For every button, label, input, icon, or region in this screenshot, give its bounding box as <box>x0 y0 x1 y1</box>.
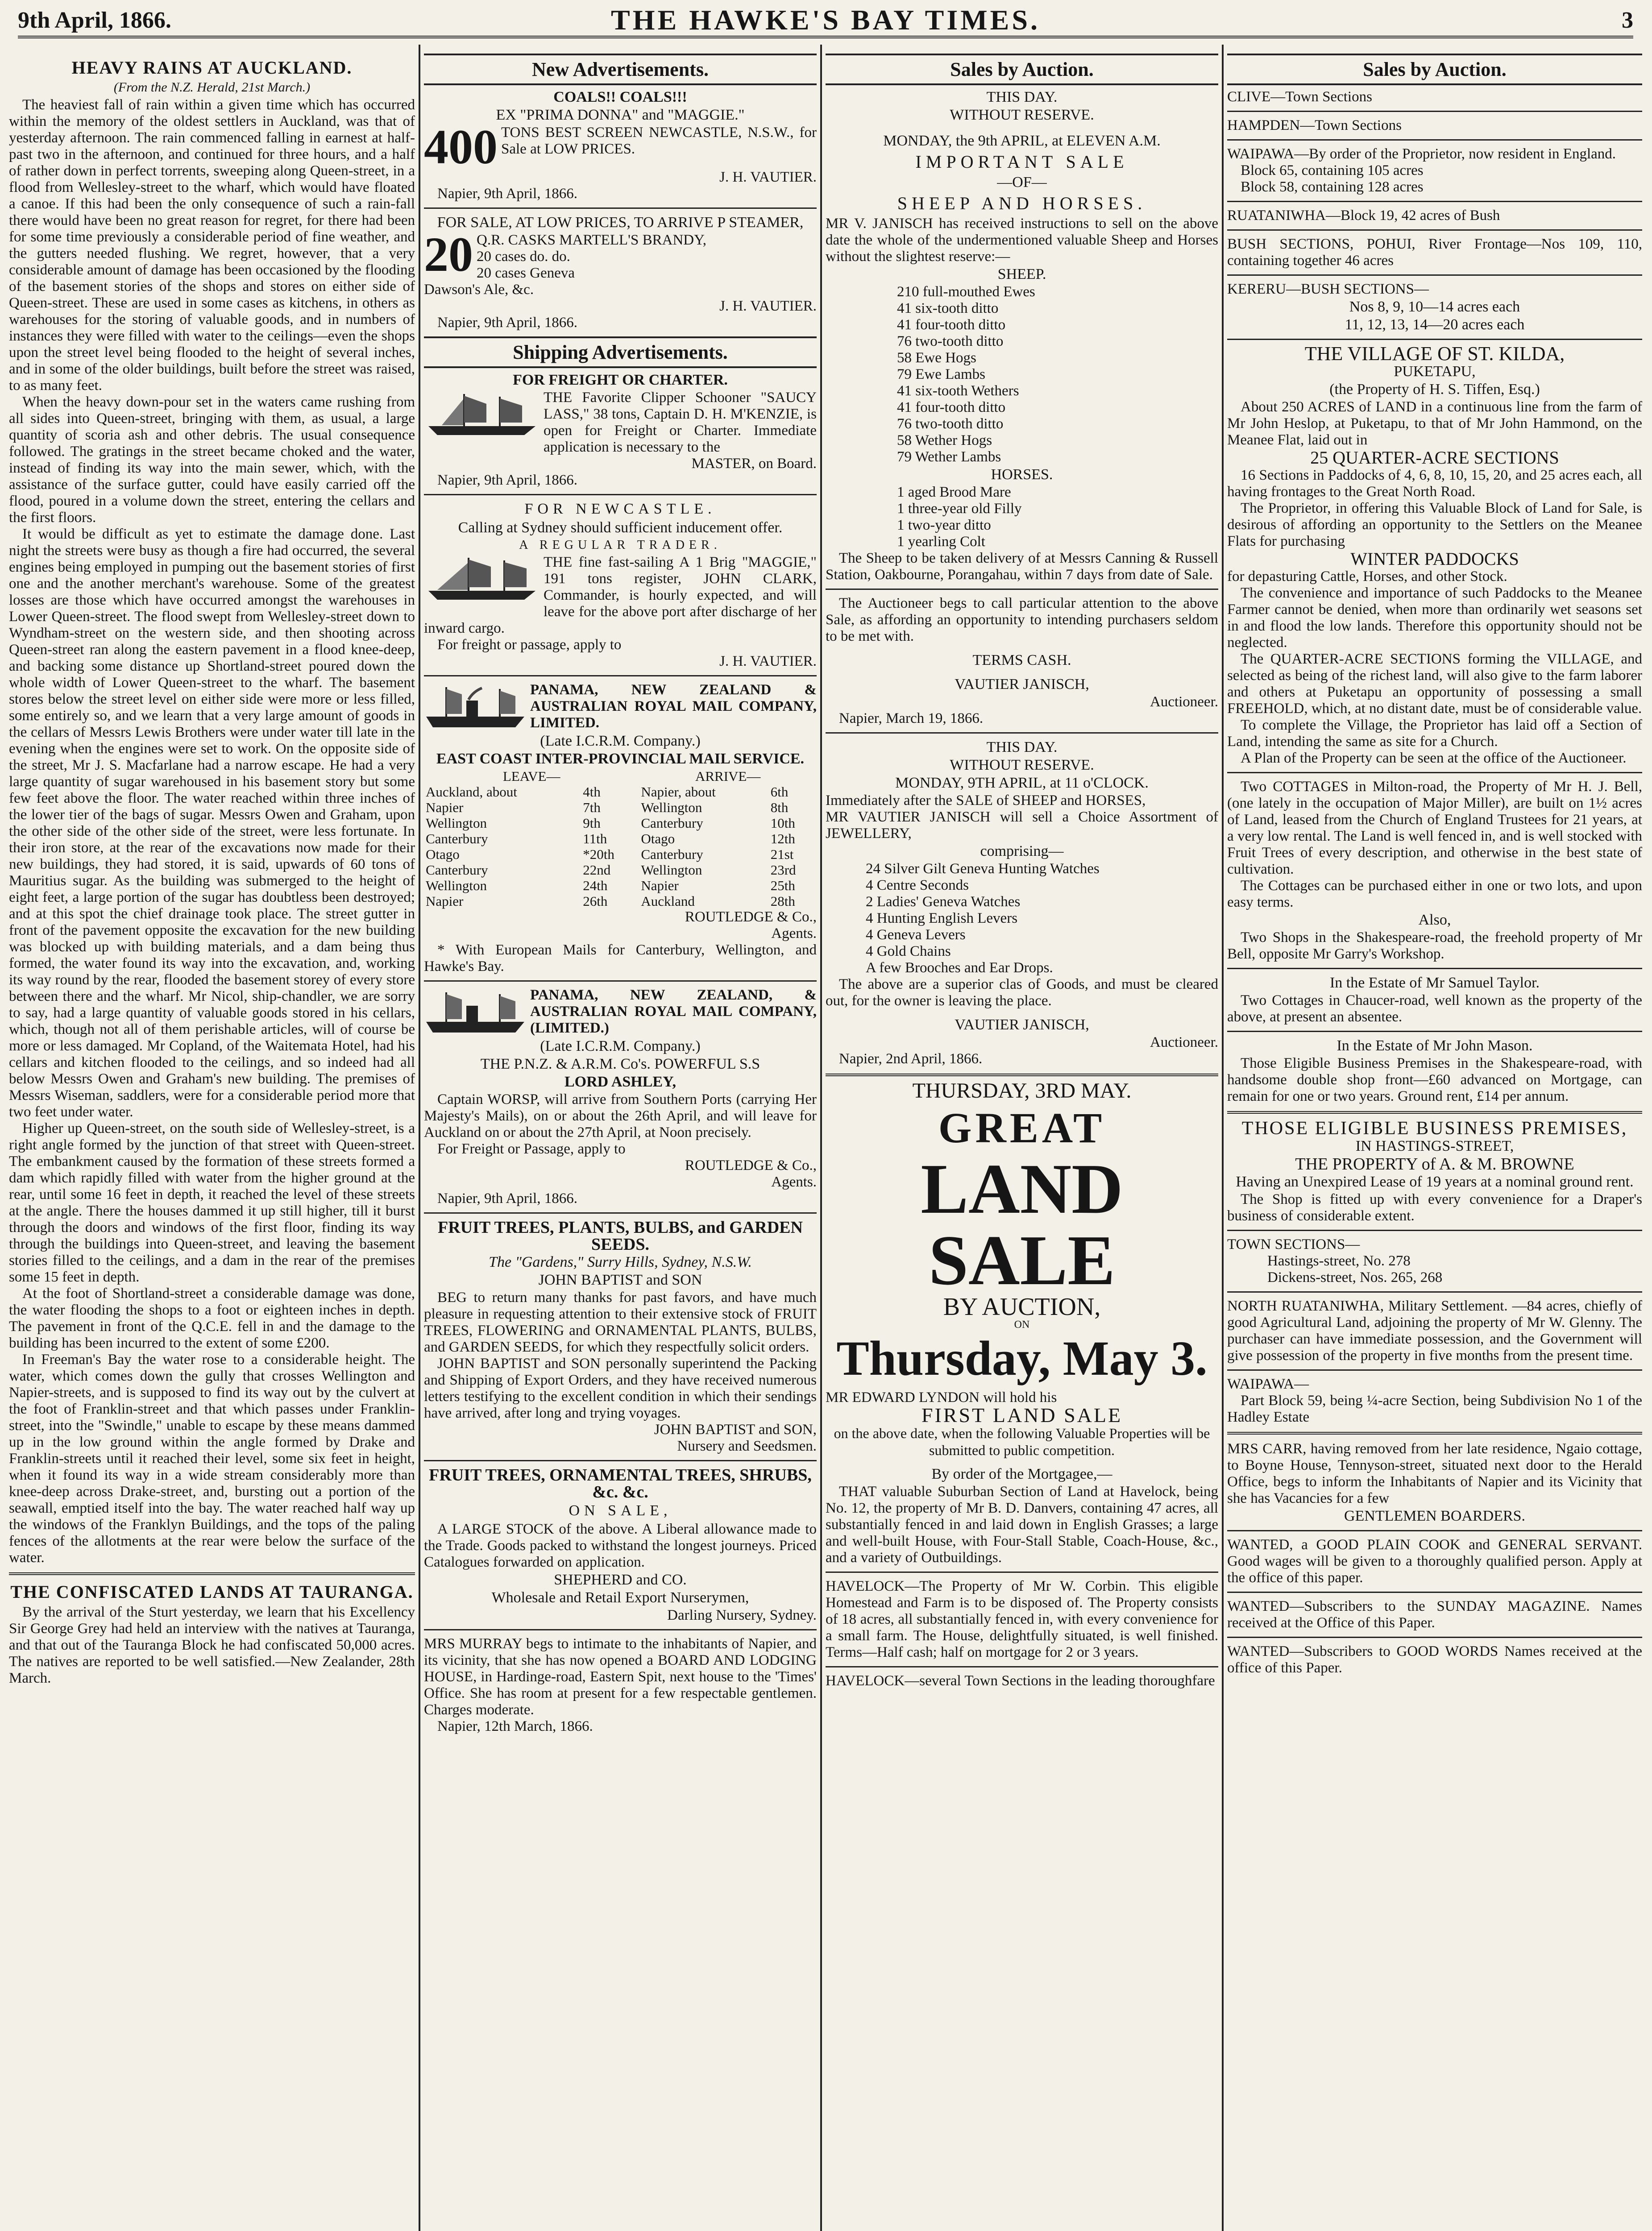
ad-date: Napier, 9th April, 1866. <box>437 472 577 488</box>
list-item: 79 Ewe Lambs <box>897 366 985 382</box>
divider <box>424 1212 817 1214</box>
divider <box>1227 229 1642 231</box>
divider <box>826 589 1218 590</box>
ad-subtitle: SHEEP. <box>997 266 1046 282</box>
jewellery-list <box>826 861 1218 976</box>
ad-title: THURSDAY, 3RD MAY. <box>912 1079 1132 1103</box>
ad-line: (Late I.C.R.M. Company.) <box>540 1038 701 1054</box>
divider <box>1227 1291 1642 1293</box>
ad-text: To complete the Village, the Proprietor has laid off a Section of Land, intending the same as site for a Church. <box>1227 717 1642 750</box>
ad-title: FOR NEWCASTLE. <box>524 501 716 517</box>
ad-line: 20 cases do. do. <box>477 249 570 265</box>
ad-text: MR V. JANISCH has received instructions to sell on the above date the whole of the undermentioned valuable Sheep and Horses without the slightest reserve:— <box>826 216 1218 265</box>
column-sales-by-auction <box>826 54 1218 2231</box>
list-item: 41 six-tooth Wethers <box>897 383 1019 399</box>
ad-subtitle: LORD ASHLEY, <box>564 1074 677 1090</box>
column-news <box>9 54 415 2231</box>
cell: 28th <box>770 893 795 909</box>
cell: 10th <box>770 815 795 831</box>
cell: 12th <box>770 831 795 846</box>
cell: Canterbury <box>426 862 488 878</box>
ad-text: Two Shops in the Shakespeare-road, the freehold property of Mr Bell, opposite Mr Garry's Workshop. <box>1227 929 1642 962</box>
divider <box>1227 968 1642 969</box>
ad-signer: Darling Nursery, Sydney. <box>667 1607 817 1623</box>
column-rule <box>419 45 420 2231</box>
ad-text: Two Cottages in Chaucer-road, well known as the property of the above, at present an absentee. <box>1227 992 1642 1025</box>
list-item: 1 two-year ditto <box>897 517 991 533</box>
article-heading: HEAVY RAINS AT AUCKLAND. <box>71 58 353 78</box>
listing: 11, 12, 13, 14—20 acres each <box>1345 316 1525 333</box>
timetable-row <box>424 815 817 831</box>
ad-subtitle: EAST COAST INTER-PROVINCIAL MAIL SERVICE. <box>436 751 805 767</box>
ad-date: Napier, March 19, 1866. <box>839 710 984 726</box>
timetable-row <box>424 893 817 909</box>
divider <box>424 1629 817 1630</box>
cell: 7th <box>583 800 601 815</box>
ad-text: BEG to return many thanks for past favors, and have much pleasure in requesting attention to their extensive stock of FRUIT TREES, FLOWERING and ORNAMENTAL PLANTS, BULBS, and GARDEN SEEDS, for which they respectfully solicit orders. <box>424 1290 817 1355</box>
listing: RUATANIWHA—Block 19, 42 acres of Bush <box>1227 207 1500 224</box>
ad-text: WANTED, a GOOD PLAIN COOK and GENERAL SERVANT. Good wages will be given to a thoroughly qualified person. Apply at the office of this paper. <box>1227 1537 1642 1586</box>
cell: 23rd <box>770 862 796 878</box>
cell: Wellington <box>426 815 487 831</box>
ad-text: Captain WORSP, will arrive from Southern Ports (carrying Her Majesty's Mails), on or about the 26th April, and will leave for Auckland on or about the 27th April, at Noon precisely. <box>424 1091 817 1140</box>
ad-text: TONS BEST SCREEN NEWCASTLE, N.S.W., for Sale at LOW PRICES. <box>501 124 817 157</box>
divider <box>424 675 817 676</box>
divider <box>1227 772 1642 773</box>
sheep-list <box>826 284 1218 465</box>
ad-line: MONDAY, 9TH APRIL, at 11 o'CLOCK. <box>895 775 1149 791</box>
article-paragraph: Higher up Queen-street, on the south side of Wellesley-street, is a right angle formed by the junction of that street with Queen-street. The embankment caused by the formation of these streets formed a dam which rapidly filled with water from the higher ground at the rear, until some 16 feet in depth, it reached the level of these streets at the angle. There the houses dammed it up still higher, till it burst through the doors and windows of the first floor, finding its way through the buildings into Queen-street, and leaving the basement stories filled to the ceilings, and a dam in the rear of the premises some 15 feet in depth. <box>9 1120 415 1285</box>
ad-line: THIS DAY. <box>986 739 1058 755</box>
divider <box>1227 111 1642 112</box>
article-paragraph: In Freeman's Bay the water rose to a considerable height. The water, which comes down the gully that crosses Wellington and Napier-streets, and is supposed to find its way out by the culvert at the foot of Franklin-street and that which passes under Franklin-street, into the "Swindle," unable to escape by these means dammed up in the low ground within the angle formed by Drake and Franklin-streets until it reached their level, some six feet in height, when it found its way in a wide stream considerably more than knee-deep across Drake-street, and, bursting out a portion of the seawall, emptied itself into the bay. The water reached half way up the windows of the Franklyn Buildings, and the tops of the paling fences of the allotments at the rear were below the surface of the water. <box>9 1352 415 1566</box>
ad-line: Also, <box>1418 912 1451 928</box>
arrive-label: ARRIVE— <box>695 768 761 784</box>
section-title: Sales by Auction. <box>826 54 1218 85</box>
list-item: 4 Hunting English Levers <box>866 910 1018 926</box>
ad-line: Wholesale and Retail Export Nurserymen, <box>491 1589 749 1606</box>
ad-subtitle: In the Estate of Mr Samuel Taylor. <box>1329 975 1540 991</box>
list-item: 4 Geneva Levers <box>866 927 966 943</box>
ad-title: Thursday, May 3. <box>836 1331 1208 1385</box>
list-item: 41 four-tooth ditto <box>897 399 1006 415</box>
ad-text: JOHN BAPTIST and SON personally superintend the Packing and Shipping of Export Orders, and they have received numerous letters testifying to the excellent condition in which their sendings have arrived, after long and trying voyages. <box>424 1356 817 1421</box>
ad-date: Napier, 9th April, 1866. <box>437 1190 577 1207</box>
ad-signer: Auctioneer. <box>1150 694 1218 710</box>
ad-signer: Agents. <box>771 925 817 941</box>
divider <box>1227 339 1642 340</box>
ad-line: The "Gardens," Surry Hills, Sydney, N.S.W. <box>489 1254 752 1270</box>
ad-subtitle: HORSES. <box>991 466 1053 483</box>
ad-text: Those Eligible Business Premises in the Shakespeare-road, with handsome double shop front—£60 advanced on Mortgage, can remain for one or two years. Ground rent, £14 per annum. <box>1227 1055 1642 1104</box>
cell: 11th <box>583 831 607 846</box>
column-rule <box>1222 45 1224 2231</box>
divider <box>826 1572 1218 1573</box>
ad-date: Napier, 2nd April, 1866. <box>839 1051 983 1067</box>
article-paragraph: It would be difficult as yet to estimate the damage done. Last night the streets were busy as though a fire had occurred, the several engines being employed in pumping out the basement stories of first one and the another merchant's warehouse. Some of the greatest losses are those which have occurred amongst the warehouses in Lower Queen-street. The flood swept from Wellesley-street down to Wyndham-street on the western side, and then shooting across Queen-street ran along the eastern pavement in a flood knee-deep, and backing some distance up Shortland-street poured down the whole width of Lower Queen-street to the wharf. The basement stores below the street level on either side were more or less filled, some entirely so, and we learn that a very large amount of goods in the cellars of Messrs Lewis Brothers were under water till late in the evening when the engines were set to work. On the opposite side of the street, Mr J. S. Macfarlane had a narrow escape. He had a very large quantity of sugar warehoused in his basement story but some few feet above the floor. The water reached within three inches of the lower tier of the bags of sugar. Messrs Owen and Graham, upon the other side of the other side of the street, were less fortunate. In their iron store, at the rear of the excavations now made for their new buildings, they had stored, it is said, upwards of 60 tons of Mauritius sugar. As the building was submerged to the height of eight feet, a large portion of the sugar has doubtless been destroyed; and at this spot the chief drainage took place. The street gutter in front of the pavement opposite the excavation for the new building was blocked up with building materials, and a dam being thus formed, the water found its way into the excavation, and, working its way round by the rear, flooded the basement storey of every store between there and the wharf. Mr Nicol, ship-chandler, we are sorry to say, had a large quantity of valuable goods stored in his cellars, which, though not all of them perishable articles, will of course be more or less damaged. Mr Copland, of the Waitemata Hotel, had his cellars and kitchen flooded to the ceilings, and so indeed had all below Messrs Owen and Graham's new building. The premises of Messrs Wiseman, saddlers, were for a considerable period more that two feet under water. <box>9 526 415 1120</box>
ad-line: WITHOUT RESERVE. <box>950 107 1094 123</box>
ad-title: THOSE ELIGIBLE BUSINESS PREMISES, <box>1241 1118 1628 1139</box>
listing: Nos 8, 9, 10—14 acres each <box>1349 299 1520 315</box>
ad-text: Two COTTAGES in Milton-road, the Property of Mr H. J. Bell, (one lately in the occupation of Major Miller), are built on 1½ acres of Land, leased from the Church of England Trustees for 21 years, at a very low rental. The Land is well fenced in, and is well stocked with Fruit Trees of every description, and otherwise in the best state of cultivation. <box>1227 779 1642 877</box>
ad-signer: JOHN BAPTIST and SON, <box>654 1422 817 1438</box>
list-item: 79 Wether Lambs <box>897 449 1001 465</box>
cell: 22nd <box>583 862 611 878</box>
listing: HAMPDEN—Town Sections <box>1227 117 1402 133</box>
ad-line: (the Property of H. S. Tiffen, Esq.) <box>1329 381 1540 398</box>
ad-signer: VAUTIER JANISCH, <box>955 676 1089 693</box>
ad-line: Calling at Sydney should sufficient inducement offer. <box>458 519 783 536</box>
sailing-ship-icon <box>424 390 540 440</box>
cell: 21st <box>770 846 794 862</box>
divider <box>1227 201 1642 202</box>
ad-line: WITHOUT RESERVE. <box>950 757 1094 773</box>
cell: Otago <box>641 831 675 846</box>
cell: 9th <box>583 815 601 831</box>
list-item: 58 Ewe Hogs <box>897 350 976 366</box>
horses-list <box>826 484 1218 550</box>
list-item: 4 Gold Chains <box>866 943 951 959</box>
article-paragraph: When the heavy down-pour set in the waters came rushing from all sides into Queen-street, bringing with them, as usual, a large quantity of scoria ash and other debris. The usual consequence followed. The gratings in the street became choked and the water, instead of finding its way into the main sewer, which, with the assistance of the surface gutter, could have easily carried off the flood, poured in a volume down the street, entering the cellars and the first floors. <box>9 394 415 526</box>
ad-text: The QUARTER-ACRE SECTIONS forming the VILLAGE, and selected as being of the richest land, will also give to the farm laborer and others at Puketapu an opportunity of possessing a small FREEHOLD, which, at no distant date, must be of considerable value. <box>1227 651 1642 717</box>
timetable-row <box>424 784 817 800</box>
ad-subtitle: BY AUCTION, <box>943 1293 1101 1321</box>
list-item: 76 two-tooth ditto <box>897 333 1004 349</box>
ad-line: Q.R. CASKS MARTELL'S BRANDY, <box>477 232 706 248</box>
timetable-header <box>424 768 817 784</box>
ad-text: Immediately after the SALE of SHEEP and HORSES, <box>826 792 1146 809</box>
cell: Canterbury <box>641 815 703 831</box>
list-item: 76 two-tooth ditto <box>897 416 1004 432</box>
list-item: 58 Wether Hogs <box>897 432 992 448</box>
divider <box>424 494 817 495</box>
divider <box>1227 1111 1642 1114</box>
ad-text: A Plan of the Property can be seen at the office of the Auctioneer. <box>1241 750 1627 766</box>
column-new-advertisements <box>424 54 817 2231</box>
ad-signer: J. H. VAUTIER. <box>719 653 817 669</box>
list-item: A few Brooches and Ear Drops. <box>866 960 1053 976</box>
divider <box>1227 1369 1642 1371</box>
ad-text: THE fine fast-sailing A 1 Brig "MAGGIE," 191 tons register, JOHN CLARK, Commander, is hourly expected, and will leave for the above port after discharge of her inward cargo. <box>424 554 817 636</box>
ad-line: ON <box>1014 1319 1030 1331</box>
ad-title: FOR FREIGHT OR CHARTER. <box>513 372 728 388</box>
listing: Block 65, containing 105 acres <box>1241 162 1424 178</box>
page-number: 3 <box>1622 7 1633 33</box>
listing: BUSH SECTIONS, POHUI, River Frontage—Nos 109, 110, containing together 46 acres <box>1227 236 1642 269</box>
list-item: 1 yearling Colt <box>897 534 985 550</box>
ad-note: * With European Mails for Canterbury, Wellington, and Hawke's Bay. <box>424 942 817 975</box>
article-paragraph: By the arrival of the Sturt yesterday, we learn that his Excellency Sir George Grey had held an interview with the natives at Tauranga, and that out of the Tauranga Block he had confiscated 50,000 acres. The natives are reported to be well satisfied.—New Zealander, 28th March. <box>9 1604 415 1686</box>
ad-text: 16 Sections in Paddocks of 4, 6, 8, 10, 15, 20, and 25 acres each, all having frontages to the Great North Road. <box>1227 467 1642 500</box>
ad-text: A LARGE STOCK of the above. A Liberal allowance made to the Trade. Goods packed to withstand the longest journeys. Priced Catalogues forwarded on application. <box>424 1521 817 1570</box>
divider <box>826 1074 1218 1076</box>
divider <box>1227 1637 1642 1638</box>
ad-subtitle: FIRST LAND SALE <box>921 1404 1123 1427</box>
timetable-row <box>424 800 817 815</box>
timetable <box>424 768 817 909</box>
ad-line: By order of the Mortgagee,— <box>931 1466 1112 1482</box>
divider <box>424 1460 817 1461</box>
ad-title: FRUIT TREES, PLANTS, BULBS, and GARDEN SEEDS. <box>438 1218 803 1254</box>
ad-number: 20 <box>424 232 473 282</box>
cell: Wellington <box>426 878 487 893</box>
ad-line: —OF— <box>997 174 1047 191</box>
cell: Auckland, about <box>426 784 517 800</box>
ad-text: Having an Unexpired Lease of 19 years at a nominal ground rent. <box>1236 1174 1634 1190</box>
ad-signer: MASTER, on Board. <box>691 456 817 472</box>
column-rule <box>820 45 822 2231</box>
ad-subtitle: GENTLEMEN BOARDERS. <box>1344 1508 1526 1524</box>
cell: Canterbury <box>641 846 703 862</box>
ad-text: for depasturing Cattle, Horses, and other Stock. <box>1227 568 1507 585</box>
newspaper-title: THE HAWKE'S BAY TIMES. <box>611 4 1040 36</box>
ad-title: IMPORTANT SALE <box>915 152 1129 172</box>
listing: CLIVE—Town Sections <box>1227 89 1372 105</box>
ad-date: Napier, 9th April, 1866. <box>437 315 577 331</box>
issue-date: 9th April, 1866. <box>18 7 171 33</box>
list-item: 24 Silver Gilt Geneva Hunting Watches <box>866 861 1100 877</box>
ad-title: PANAMA, NEW ZEALAND & AUSTRALIAN ROYAL MAIL COMPANY, LIMITED. <box>530 682 817 731</box>
divider <box>9 1572 415 1575</box>
ad-title: FRUIT TREES, ORNAMENTAL TREES, SHRUBS, &c. &c. <box>429 1466 812 1501</box>
column-sales-by-auction-2 <box>1227 54 1642 2231</box>
listing: Hastings-street, No. 278 <box>1267 1253 1411 1269</box>
section-title: Shipping Advertisements. <box>424 336 817 368</box>
ad-text: The Proprietor, in offering this Valuable Block of Land for Sale, is desirous of affording an opportunity to the Settlers on the Meanee Flats for purchasing <box>1227 500 1642 549</box>
ad-text: Part Block 59, being ¼-acre Section, being Subdivision No 1 of the Hadley Estate <box>1227 1393 1642 1425</box>
ad-line: comprising— <box>980 843 1064 859</box>
ad-signer: Auctioneer. <box>1150 1034 1218 1050</box>
cell: Napier <box>426 893 464 909</box>
ad-signer: ROUTLEDGE & Co., <box>685 909 817 925</box>
cell: Napier <box>641 878 679 893</box>
ad-line: 20 cases Geneva <box>477 265 575 281</box>
ad-title: PANAMA, NEW ZEALAND, & AUSTRALIAN ROYAL MAIL COMPANY, (LIMITED.) <box>530 987 817 1036</box>
ad-title: LAND SALE <box>921 1149 1123 1300</box>
list-item: 41 four-tooth ditto <box>897 317 1006 333</box>
ad-text: MR EDWARD LYNDON will hold his <box>826 1389 1057 1406</box>
ad-subtitle: WINTER PADDOCKS <box>1350 549 1519 569</box>
divider <box>1227 139 1642 141</box>
ad-line: For freight or passage, apply to <box>437 637 622 653</box>
ad-title: FOR SALE, AT LOW PRICES, TO ARRIVE P STEAMER, <box>437 214 804 231</box>
list-item: 210 full-mouthed Ewes <box>897 284 1035 300</box>
steamship-icon <box>424 988 527 1037</box>
ad-text: HAVELOCK—several Town Sections in the leading thoroughfare <box>826 1673 1215 1689</box>
cell: Canterbury <box>426 831 488 846</box>
ad-subtitle: THE PROPERTY of A. & M. BROWNE <box>1295 1155 1574 1174</box>
ad-text: on the above date, when the following Valuable Properties will be submitted to public competition. <box>834 1425 1210 1458</box>
listing: Dickens-street, Nos. 265, 268 <box>1267 1269 1443 1286</box>
ad-text: The above are a superior clas of Goods, and must be cleared out, for the owner is leaving the place. <box>826 976 1218 1009</box>
ad-number: 400 <box>424 124 498 169</box>
list-item: 4 Centre Seconds <box>866 877 969 893</box>
ad-text: MRS MURRAY begs to intimate to the inhabitants of Napier, and its vicinity, that she has now opened a BOARD AND LODGING HOUSE, in Hardinge-road, Eastern Spit, next house to the 'Times' Office. She has room at present for a few respectable gentlemen. Charges moderate. <box>424 1636 817 1718</box>
ad-signer: J. H. VAUTIER. <box>719 298 817 314</box>
ad-line: THIS DAY. <box>986 89 1058 105</box>
article-heading: THE CONFISCATED LANDS AT TAURANGA. <box>10 1582 414 1602</box>
ad-line: MONDAY, the 9th APRIL, at ELEVEN A.M. <box>883 133 1161 149</box>
list-item: 1 aged Brood Mare <box>897 484 1011 500</box>
ad-title: GREAT <box>938 1104 1106 1152</box>
cell: 6th <box>770 784 789 800</box>
timetable-row <box>424 831 817 846</box>
timetable-row <box>424 862 817 878</box>
ad-text: The Sheep to be taken delivery of at Messrs Canning & Russell Station, Oakbourne, Porangahau, within 7 days from date of Sale. <box>826 550 1218 583</box>
ad-text: THE Favorite Clipper Schooner "SAUCY LASS," 38 tons, Captain D. H. M'KENZIE, is open for Freight or Charter. Immediate application is necessary to the <box>544 390 817 455</box>
divider <box>1227 1530 1642 1531</box>
listing: Block 58, containing 128 acres <box>1241 179 1424 195</box>
ad-signer: Nursery and Seedsmen. <box>677 1438 817 1454</box>
ad-subtitle: 25 QUARTER-ACRE SECTIONS <box>1310 448 1559 468</box>
cell: 26th <box>583 893 608 909</box>
ad-line: EX "PRIMA DONNA" and "MAGGIE." <box>496 107 745 123</box>
section-title: New Advertisements. <box>424 54 817 85</box>
ad-subtitle: A REGULAR TRADER. <box>519 538 722 552</box>
list-item: 41 six-tooth ditto <box>897 300 999 316</box>
ad-text: The Shop is fitted up with every convenience for a Draper's business of considerable extent. <box>1227 1191 1642 1224</box>
cell: *20th <box>583 846 614 862</box>
divider <box>1227 1432 1642 1435</box>
divider <box>1227 274 1642 276</box>
sailing-ship-icon <box>424 555 540 604</box>
ad-title: COALS!! COALS!!! <box>553 89 687 105</box>
ad-line: For Freight or Passage, apply to <box>437 1141 626 1157</box>
ad-subtitle: In the Estate of Mr John Mason. <box>1337 1037 1533 1054</box>
ad-signer: VAUTIER JANISCH, <box>955 1016 1089 1033</box>
cell: Auckland <box>641 893 695 909</box>
cell: 24th <box>583 878 608 893</box>
ad-signer: ROUTLEDGE & Co., <box>685 1157 817 1174</box>
ad-line: THE P.N.Z. & A.R.M. Co's. POWERFUL S.S <box>480 1056 760 1072</box>
cell: Wellington <box>641 800 702 815</box>
ad-text: The Auctioneer begs to call particular attention to the above Sale, as affording an opportunity to intending purchasers seldom to be met with. <box>826 595 1218 644</box>
ad-date: Napier, 9th April, 1866. <box>437 186 577 202</box>
listing: WAIPAWA—By order of the Proprietor, now resident in England. <box>1227 146 1616 162</box>
listing: KERERU—BUSH SECTIONS— <box>1227 281 1429 297</box>
cell: Napier, about <box>641 784 716 800</box>
ad-text: The convenience and importance of such Paddocks to the Meanee Farmer cannot be denied, when more than ordinarily wet seasons set in and flood the low lands. Therefore this opportunity should not be neglected. <box>1227 585 1642 651</box>
ad-text: MR VAUTIER JANISCH will sell a Choice Assortment of JEWELLERY, <box>826 809 1218 842</box>
ad-text: About 250 ACRES of LAND in a continuous line from the farm of Mr John Heslop, at Puketapu, to that of Mr John Hammond, on the Meanee Flat, laid out in <box>1227 399 1642 448</box>
ad-line: (Late I.C.R.M. Company.) <box>540 733 701 749</box>
ad-text: WANTED—Subscribers to GOOD WORDS Names received at the office of this Paper. <box>1227 1643 1642 1676</box>
divider <box>1227 1230 1642 1231</box>
cell: 4th <box>583 784 601 800</box>
ad-subtitle: IN HASTINGS-STREET, <box>1355 1138 1514 1154</box>
divider <box>1227 1592 1642 1593</box>
article-paragraph: The heaviest fall of rain within a given time which has occurred within the memory of the oldest settlers in Auckland, was that of yesterday afternoon. The rain commenced falling in earnest at half-past two in the afternoon, and continued for three hours, and a half of rather down in perfect torrents, sweeping along Queen-street, in a flood from Wellesley-street to the wharf, which would have floated a canoe. If this had been the only consequence of such a rain-fall there would have been no great reason for regret, for there had been for some time previously a considerable period of fine weather, and the gutters needed flushing. We regret, however, that a very considerable amount of damage has been occasioned by the flooding of the basement stories of the shops and stores on either side of Queen-street. These are used in some cases as kitchens, in others as warehouses for the storing of valuable goods, and in numbers of instances they were filled with water to the ceilings—even the shops upon the street level being flooded to the height of several inches, and in some of the older buildings, built before the street was raised, to as many feet. <box>9 97 415 394</box>
cell: Napier <box>426 800 464 815</box>
divider <box>424 980 817 982</box>
steamship-icon <box>424 683 527 732</box>
ad-signer: J. H. VAUTIER. <box>719 169 817 185</box>
ad-line: Dawson's Ale, &c. <box>424 282 534 298</box>
timetable-row <box>424 878 817 893</box>
list-item: 1 three-year old Filly <box>897 501 1022 517</box>
ad-date: Napier, 12th March, 1866. <box>437 1718 593 1734</box>
ad-signer: Agents. <box>771 1174 817 1190</box>
article-source: (From the N.Z. Herald, 21st March.) <box>113 80 311 95</box>
ad-text: MRS CARR, having removed from her late residence, Ngaio cottage, to Boyne House, Tennyson-street, situated next door to the Herald Office, begs to inform the Inhabitants of Napier and its Vicinity that she has Vacancies for a few <box>1227 1441 1642 1506</box>
ad-text: THAT valuable Suburban Section of Land at Havelock, being No. 12, the property of Mr B. D. Danvers, containing 47 acres, all substantially fenced in and laid down in English Grasses; a large and well-built House, with Four-Stall Stable, Coach-House, &c., and a variety of Outbuildings. <box>826 1484 1218 1566</box>
ad-line: TERMS CASH. <box>972 652 1071 668</box>
cell: Wellington <box>641 862 702 878</box>
cell: 25th <box>770 878 795 893</box>
divider <box>1227 1031 1642 1032</box>
divider <box>424 207 817 209</box>
ad-text: WANTED—Subscribers to the SUNDAY MAGAZINE. Names received at the Office of this Paper. <box>1227 1598 1642 1631</box>
ad-line: JOHN BAPTIST and SON <box>538 1272 702 1288</box>
ad-subtitle: ON SALE, <box>569 1502 672 1519</box>
divider <box>826 732 1218 734</box>
ad-text: NORTH RUATANIWHA, Military Settlement. —84 acres, chiefly of good Agricultural Land, adjoining the property of Mr W. Glenny. The purchaser can have immediate possession, and the Government will give possession of the property in five months from the present time. <box>1227 1298 1642 1364</box>
leave-label: LEAVE— <box>502 768 560 784</box>
ad-line: SHEPHERD and CO. <box>554 1572 687 1588</box>
cell: 8th <box>770 800 789 815</box>
ad-subtitle: PUKETAPU, <box>1394 363 1476 380</box>
ad-title: THE VILLAGE OF ST. KILDA, <box>1304 343 1565 365</box>
ad-text: HAVELOCK—The Property of Mr W. Corbin. This eligible Homestead and Farm is to be disposed of. The Property consists of 18 acres, all substantially fenced in, with every convenience for a small farm. The House, delightfully situated, is well finished. Terms—Half cash; half on mortgage for 2 or 3 years. <box>826 1578 1218 1660</box>
divider <box>826 1666 1218 1667</box>
ad-title: SHEEP AND HORSES. <box>897 193 1147 213</box>
list-item: 2 Ladies' Geneva Watches <box>866 894 1021 910</box>
masthead <box>18 4 1633 38</box>
section-title: Sales by Auction. <box>1227 54 1642 85</box>
cell: Otago <box>426 846 460 862</box>
article-paragraph: At the foot of Shortland-street a considerable damage was done, the water flooding the shops to a foot or eighteen inches in depth. The pavement in front of the Q.C.E. fell in and the damage to the building has been incurred to the extent of some £200. <box>9 1286 415 1351</box>
listing: TOWN SECTIONS— <box>1227 1236 1360 1252</box>
ad-text: The Cottages can be purchased either in one or two lots, and upon easy terms. <box>1227 878 1642 910</box>
listing: WAIPAWA— <box>1227 1376 1309 1392</box>
timetable-row <box>424 846 817 862</box>
